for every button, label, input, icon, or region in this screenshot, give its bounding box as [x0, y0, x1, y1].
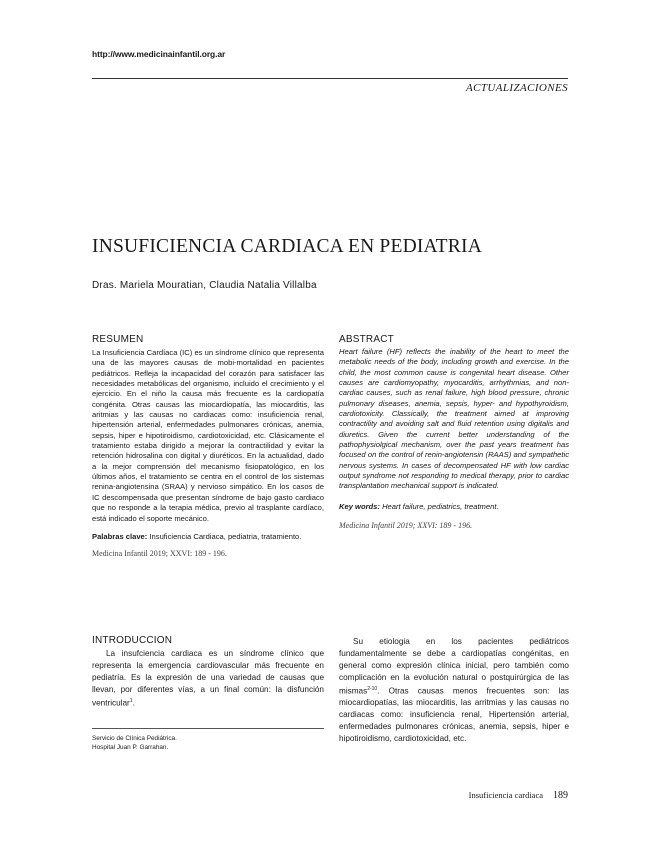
page-number: 189: [553, 790, 568, 801]
introduccion-paragraph-2-text-b: . Otras causas menos frecuentes son: las miocardiopatías, las miocarditis, las arritmias y las causas no cardiacas como: insuficiencia renal, Hipertensión arterial, enfermedades pulmonares crónicas, anemia, sepsis, hiper e hipotiroidismo, cardiotoxicidad, etc.: [339, 686, 569, 743]
introduccion-paragraph-1-text: La insufciencia cardiaca es un síndrome clínico que representa la emergencia cardiovascular más frecuente en pediatría. Es la expresión de una variedad de causas que llevan, por diferentes vías, a un final común: la disfunción ventricular: [92, 649, 324, 708]
introduccion-paragraph-1-end: .: [132, 698, 135, 708]
running-title: Insuficiencia cardiaca: [468, 790, 543, 800]
resumen-keywords-text: Insuficiencia Cardiaca, pediatria, tratamiento.: [149, 532, 302, 541]
abstract-citation: Medicina Infantil 2019; XXVI: 189 - 196.: [339, 521, 473, 530]
affiliation-footnote: [92, 734, 177, 752]
abstract-keywords-label: Key words:: [339, 502, 380, 511]
introduccion-paragraph-2-text-a: Su etiologia en los pacientes pediátricos fundamentalmente se debe a cardiopatías congénitas, en general como expresión clínica inicial, pero también como complicación en la evolución natural o postquirúrgica de las mismas: [339, 637, 569, 696]
citation-superscript: 1: [129, 697, 133, 704]
abstract-keywords: [339, 502, 569, 512]
footnote-rule: [92, 728, 324, 729]
article-authors: Dras. Mariela Mouratian, Claudia Natalia Villalba: [92, 280, 317, 291]
article-title: INSUFICIENCIA CARDIACA EN PEDIATRIA: [92, 236, 482, 257]
citation-superscript: 2-10: [367, 685, 378, 692]
resumen-citation: Medicina Infantil 2019; XXVI: 189 - 196.: [92, 549, 227, 558]
section-label: ACTUALIZACIONES: [466, 82, 568, 94]
introduccion-paragraph-2: [339, 636, 569, 745]
abstract-heading: ABSTRACT: [339, 334, 394, 345]
header-rule: [92, 78, 568, 79]
abstract-body: Heart failure (HF) reflects the inability of the heart to meet the metabolic needs of the body, including growth and exercise. In the child, the most common cause is congenital heart disease. Other causes are cardiomyopathy, myocarditis, arrhythmias, and non-cardiac causes, such as renal failure, high blood pressure, chronic pulmonary diseases, anemia, sepsis, hyper- and hypothyroidism, cardiotoxicity. Classically, the treatment aimed at improving contractility and avoiding salt and fluid retention using digitalis and diuretics. Given the current better understanding of the pathophysiolgical mechanism, over the past years treatment has focused on the control of renin-angiotensin (RAAS) and sympathetic nervous systems. In cases of decompensated HF with low cardiac output syndrome not responding to medical therapy, prior to cardiac transplantation mechanical support is indicated.: [339, 347, 569, 491]
resumen-keywords-label: Palabras clave:: [92, 532, 148, 541]
affiliation-line-2: Hospital Juan P. Garrahan.: [92, 744, 169, 751]
journal-url: http://www.medicinainfantil.org.ar: [92, 49, 226, 59]
abstract-keywords-text: Heart failure, pediatrics, treatment.: [382, 502, 499, 511]
introduccion-heading: INTRODUCCION: [92, 635, 173, 646]
page-footer: [469, 790, 568, 801]
resumen-keywords: [92, 532, 324, 542]
resumen-body: La Insuficiencia Cardíaca (IC) es un síndrome clínico que representa una de las mayores causas de mobi-mortalidad en pacientes pediátricos. Refleja la incapacidad del corazón para satisfacer las necesidades metabólicas del organismo, incluido el crecimiento y el ejercicio. En el niño la causa más frecuente es la cardiopatía congénita. Otras causas las miocardiopatía, las miocarditis, las aritmias y las causas no cardiacas como: insuficiencia renal, hipertensión arterial, enfermedades pulmonares crónicas, anemia, sepsis, hiper e hipotiroidismo, cardiotoxicidad, etc. Clásicamente el tratamiento estaba dirigido a mejorar la contractilidad y evitar la retención hidrosalina con digital y diuréticos. En la actualidad, dado a la mejor comprensión del mecanismo fisiopatológico, en los últimos años, el tratamiento se centra en el control de los sistemas renina-angiotensina (SRAA) y nervioso simpático. En los casos de IC descompensada que presentan síndrome de bajo gasto cardiaco que no responde a la terapia médica, previo al trasplante cardíaco, está indicado el soporte mecánico.: [92, 348, 324, 523]
introduccion-paragraph-1: [92, 648, 324, 709]
affiliation-line-1: Servicio de Clínica Pediátrica.: [92, 735, 177, 742]
resumen-heading: RESUMEN: [92, 334, 144, 345]
